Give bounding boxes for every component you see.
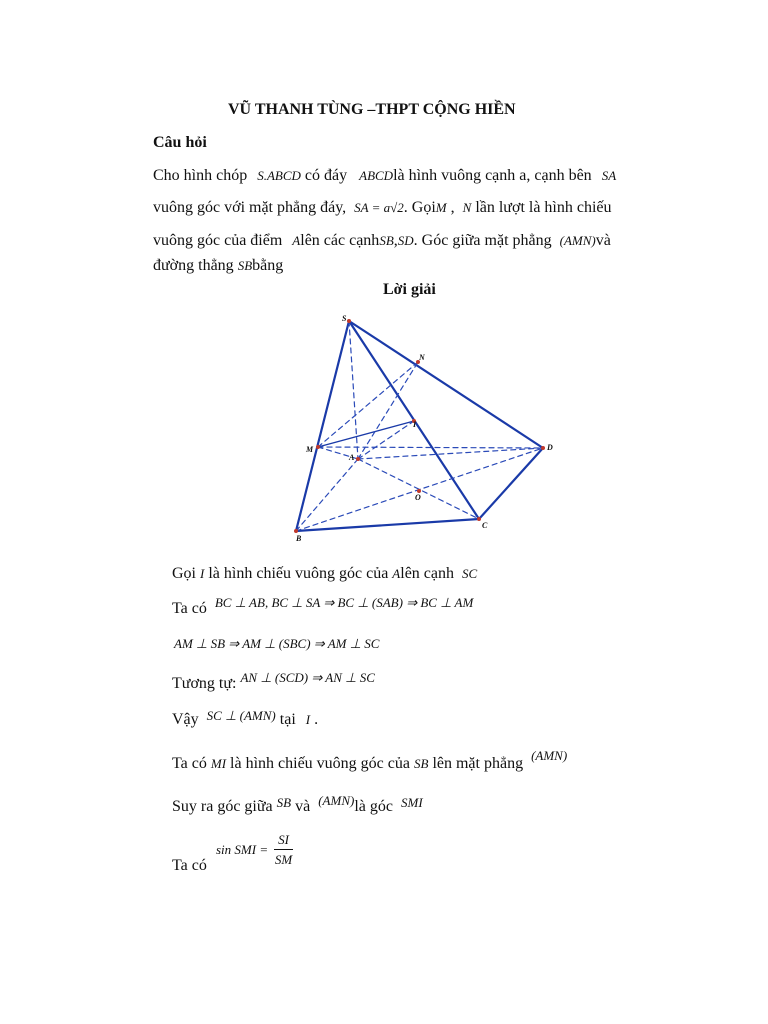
text: Ta có — [172, 755, 207, 772]
text: và — [295, 798, 311, 815]
text: tại — [279, 711, 296, 728]
text: lên các cạnh — [300, 232, 380, 249]
diagonal-AC — [358, 459, 479, 519]
sin-formula — [216, 832, 293, 868]
math: (AMN) — [559, 233, 596, 248]
math: SB — [379, 233, 394, 248]
math: AM ⊥ SB ⇒ AM ⊥ (SBC) ⇒ AM ⊥ SC — [174, 636, 380, 651]
math: A — [292, 233, 301, 248]
math: SA — [601, 168, 617, 183]
text: là hình vuông cạnh a, cạnh bên — [393, 167, 592, 184]
text: có đáy — [304, 167, 348, 184]
text: , — [393, 232, 398, 249]
text: . — [314, 711, 319, 728]
label-I: I — [413, 420, 417, 429]
math: SC — [462, 566, 478, 581]
text: Suy ra góc giữa — [172, 798, 273, 815]
text: . Góc giữa mặt phẳng — [413, 232, 552, 249]
text: vuông góc của điểm — [153, 232, 283, 249]
text: , — [450, 199, 455, 216]
solution-line-8-label: Ta có — [172, 857, 207, 874]
math: SB — [413, 756, 429, 771]
segment-AI — [358, 421, 414, 459]
text: bằng — [252, 257, 284, 274]
math: ABCD — [359, 168, 394, 183]
math: (AMN) — [318, 793, 355, 808]
math: SB — [276, 795, 292, 810]
math: MI — [210, 756, 227, 771]
text: Vậy — [172, 711, 199, 728]
label-O: O — [415, 493, 421, 502]
fraction-numerator: SI — [274, 832, 293, 850]
text: lên mặt phẳng — [432, 755, 524, 772]
text: lên cạnh — [400, 565, 454, 582]
text: Ta có — [172, 600, 207, 617]
solution-line-4 — [172, 670, 375, 693]
math: SA = a√2 — [354, 200, 404, 215]
text: Cho hình chóp — [153, 167, 248, 184]
math: AN ⊥ (SCD) ⇒ AN ⊥ SC — [240, 670, 375, 685]
fraction — [274, 832, 293, 868]
text: và — [595, 232, 611, 249]
solution-line-3 — [174, 635, 379, 653]
text: vuông góc với mặt phẳng đáy, — [153, 199, 347, 216]
label-N: N — [419, 353, 425, 362]
question-heading: Câu hỏi — [153, 134, 207, 151]
edge-AD — [358, 448, 543, 459]
fraction-denominator: SM — [274, 852, 293, 867]
math: SB — [237, 258, 253, 273]
math: I — [200, 566, 205, 581]
math: SMI — [400, 795, 423, 810]
math: N — [462, 200, 472, 215]
math: sin SMI = — [216, 842, 269, 857]
segment-MD — [318, 447, 543, 448]
math: A — [392, 566, 401, 581]
label-A: A — [349, 453, 355, 462]
solution-line-7 — [172, 793, 423, 816]
text: Tương tự: — [172, 675, 237, 692]
text: là hình chiếu vuông góc của — [230, 755, 410, 772]
math: SC ⊥ (AMN) — [206, 708, 276, 723]
label-D: D — [547, 443, 553, 452]
solution-line-2 — [172, 595, 474, 618]
math: (AMN) — [531, 748, 568, 763]
edge-SD — [349, 321, 543, 448]
label-M: M — [306, 445, 314, 454]
text: lần lượt là hình chiếu — [475, 199, 612, 216]
solution-heading: Lời giải — [383, 281, 436, 298]
solution-line-6 — [172, 748, 568, 773]
text: đường thẳng — [153, 257, 234, 274]
text: . Gọi — [403, 199, 436, 216]
math: S.ABCD — [257, 168, 301, 183]
math: M — [435, 200, 447, 215]
math: I — [305, 712, 311, 727]
solution-line-5 — [172, 708, 319, 729]
math: BC ⊥ AB, BC ⊥ SA ⇒ BC ⊥ (SAB) ⇒ BC ⊥ AM — [214, 595, 474, 610]
math: SD — [397, 233, 414, 248]
label-S: S — [342, 314, 347, 323]
solution-line-1 — [172, 565, 477, 583]
text: là góc — [354, 798, 393, 815]
edge-BC — [296, 519, 479, 531]
page-title: VŨ THANH TÙNG –THPT CỘNG HIỀN — [228, 101, 516, 118]
text: Gọi — [172, 565, 196, 582]
label-B: B — [296, 534, 302, 543]
label-C: C — [482, 521, 488, 530]
text: là hình chiếu vuông góc của — [208, 565, 389, 582]
